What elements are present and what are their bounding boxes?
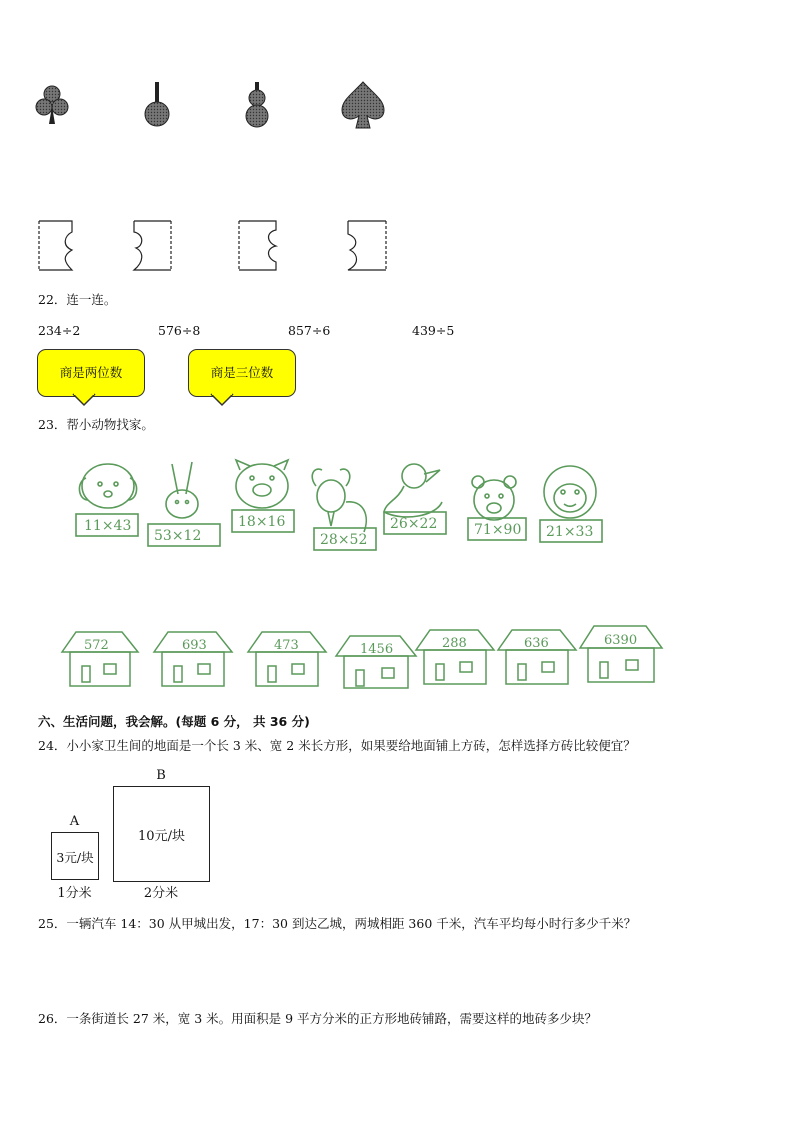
tile-b-price: 10元/块	[138, 829, 185, 844]
animal-expression: 26×22	[390, 516, 438, 532]
house-number: 693	[182, 638, 207, 653]
q24-text: 24．小小家卫生间的地面是一个长 3 米、宽 2 米长方形，如果要给地面铺上方砖，怎样选择方砖比较便宜？	[38, 738, 636, 753]
section-6-title: 六、生活问题，我会解。(每题 6 分， 共 36 分)	[38, 714, 310, 729]
q22-expression: 576÷8	[158, 323, 201, 338]
shapes-row	[30, 78, 400, 134]
tile-b-label: B	[156, 768, 166, 783]
q26-text: 26．一条街道长 27 米，宽 3 米。用面积是 9 平方分米的正方形地砖铺路，需要这样的地砖多少块？	[38, 1011, 598, 1026]
bubble-tail-icon	[72, 393, 96, 407]
puzzle-piece-right-icon	[134, 221, 171, 270]
tile-a-size: 1分米	[57, 886, 92, 901]
animal-expression: 11×43	[84, 518, 132, 534]
q25-text: 25．一辆汽车 14：30 从甲城出发，17：30 到达乙城，两城相距 360 千米，汽车平均每小时行多少千米？	[38, 916, 637, 931]
houses-row	[60, 624, 670, 690]
racket-icon	[145, 82, 169, 126]
q22-expression: 234÷2	[38, 323, 81, 338]
bubble-tail-icon	[210, 393, 234, 407]
q23-title: 23．帮小动物找家。	[38, 417, 154, 432]
tile-a	[51, 832, 99, 880]
quotient-three-digit-bubble[interactable]: 商是三位数	[188, 349, 296, 397]
club-icon	[36, 86, 68, 124]
puzzle-row	[36, 218, 396, 274]
house-number: 636	[524, 636, 549, 651]
animal-expression: 21×33	[546, 524, 594, 540]
house-number: 288	[442, 636, 467, 651]
tile-a-label: A	[69, 814, 80, 829]
house-number: 572	[84, 638, 109, 653]
house-number: 473	[274, 638, 299, 653]
q22-expression: 439÷5	[412, 323, 455, 338]
house-number: 1456	[360, 642, 394, 657]
puzzle-piece-left-icon	[39, 221, 72, 270]
q22-expression: 857÷6	[288, 323, 331, 338]
quotient-two-digit-bubble[interactable]: 商是两位数	[37, 349, 145, 397]
animal-expression: 28×52	[320, 532, 368, 548]
tile-b-size: 2分米	[143, 886, 179, 901]
house-number: 6390	[604, 633, 638, 648]
tile-b	[113, 786, 210, 882]
puzzle-piece-left-icon	[239, 221, 276, 270]
q22-title: 22．连一连。	[38, 292, 117, 307]
animal-expression: 71×90	[474, 522, 522, 538]
puzzle-piece-right-icon	[348, 221, 386, 270]
gourd-icon	[246, 82, 268, 127]
animals-row	[64, 456, 624, 556]
tile-a-price: 3元/块	[56, 850, 94, 865]
animal-expression: 53×12	[154, 528, 202, 544]
spade-icon	[342, 82, 384, 128]
animal-expression: 18×16	[238, 514, 286, 530]
